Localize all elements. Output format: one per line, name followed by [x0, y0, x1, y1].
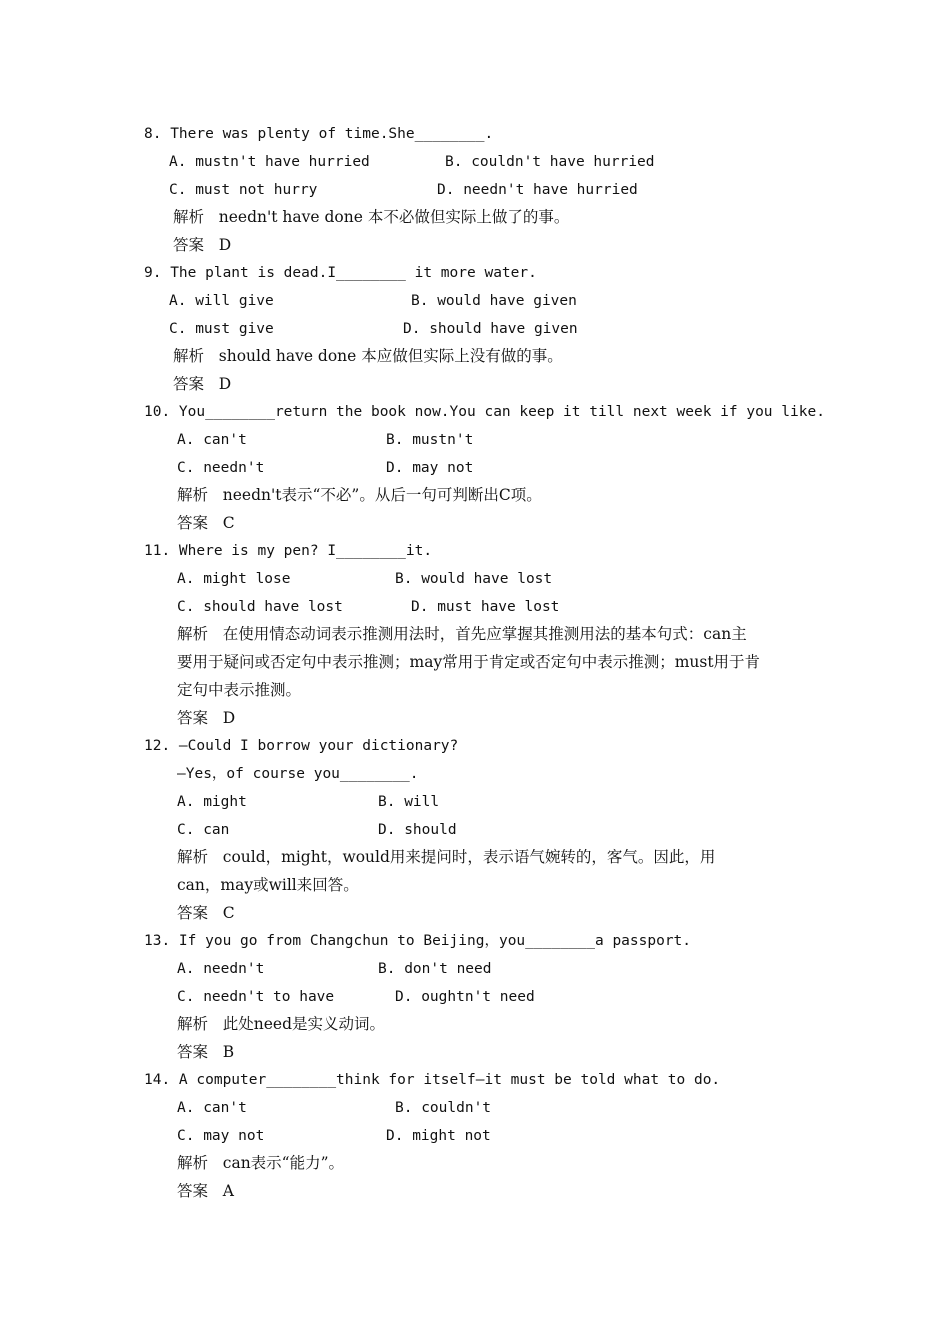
question-9-option-b: B. would have given	[411, 293, 577, 309]
question-14-stem: 14. A computer________think for itself—it must be told what to do.	[144, 1072, 721, 1088]
question-10-option-c: C. needn't	[177, 460, 265, 476]
question-11-option-b: B. would have lost	[395, 571, 553, 587]
question-11-answer: 答案 D	[177, 709, 236, 727]
question-13-answer: 答案 B	[177, 1043, 235, 1061]
question-9-analysis: 解析 should have done 本应做但实际上没有做的事。	[173, 347, 563, 365]
question-13-option-a: A. needn't	[177, 961, 265, 977]
question-12-option-b: B. will	[378, 794, 440, 810]
question-14-analysis: 解析 can表示“能力”。	[177, 1154, 345, 1172]
question-9-answer: 答案 D	[173, 375, 232, 393]
question-9-stem: 9. The plant is dead.I________ it more water.	[144, 265, 537, 281]
question-13-option-b: B. don't need	[378, 961, 492, 977]
question-11-option-c: C. should have lost	[177, 599, 343, 615]
question-11-analysis-line-2: 要用于疑问或否定句中表示推测；may常用于肯定或否定句中表示推测；must用于肯	[177, 653, 761, 671]
question-14-option-d: D. might not	[386, 1128, 491, 1144]
question-10-stem: 10. You________return the book now.You can keep it till next week if you like.	[144, 404, 825, 420]
question-14-option-a: A. can't	[177, 1100, 247, 1116]
question-11-option-a: A. might lose	[177, 571, 291, 587]
question-13-stem: 13. If you go from Changchun to Beijing，you________a passport.	[144, 933, 692, 949]
question-12-stem: 12. —Could I borrow your dictionary?	[144, 738, 459, 754]
question-12-stem-reply: —Yes，of course you________.	[177, 766, 419, 782]
question-10-answer: 答案 C	[177, 514, 235, 532]
question-10-option-a: A. can't	[177, 432, 247, 448]
question-9-option-c: C. must give	[169, 321, 274, 337]
question-9-option-d: D. should have given	[403, 321, 578, 337]
question-9-option-a: A. will give	[169, 293, 274, 309]
question-14-option-b: B. couldn't	[395, 1100, 492, 1116]
question-12-analysis-line-2: can，may或will来回答。	[177, 876, 359, 894]
question-8-option-c: C. must not hurry	[169, 182, 318, 198]
question-8-analysis: 解析 needn't have done 本不必做但实际上做了的事。	[173, 208, 570, 226]
question-13-analysis: 解析 此处need是实义动词。	[177, 1015, 386, 1033]
question-12-analysis-line-1: 解析 could，might，would用来提问时，表示语气婉转的，客气。因此，用	[177, 848, 716, 866]
question-8-option-b: B. couldn't have hurried	[445, 154, 655, 170]
question-13-option-c: C. needn't to have	[177, 989, 335, 1005]
question-11-analysis-line-1: 解析 在使用情态动词表示推测用法时，首先应掌握其推测用法的基本句式：can主	[177, 625, 747, 643]
question-14-answer: 答案 A	[177, 1182, 234, 1200]
question-12-option-d: D. should	[378, 822, 457, 838]
question-14-option-c: C. may not	[177, 1128, 265, 1144]
question-11-option-d: D. must have lost	[411, 599, 560, 615]
question-11-stem: 11. Where is my pen? I________it.	[144, 543, 433, 559]
question-8-option-a: A. mustn't have hurried	[169, 154, 370, 170]
question-8-stem: 8. There was plenty of time.She________.	[144, 126, 494, 142]
question-12-answer: 答案 C	[177, 904, 235, 922]
question-13-option-d: D. oughtn't need	[395, 989, 535, 1005]
question-11-analysis-line-3: 定句中表示推测。	[177, 681, 302, 699]
question-12-option-c: C. can	[177, 822, 230, 838]
question-10-option-b: B. mustn't	[386, 432, 474, 448]
question-10-analysis: 解析 needn't表示“不必”。从后一句可判断出C项。	[177, 486, 542, 504]
question-10-option-d: D. may not	[386, 460, 474, 476]
question-12-option-a: A. might	[177, 794, 247, 810]
question-8-option-d: D. needn't have hurried	[437, 182, 638, 198]
question-8-answer: 答案 D	[173, 236, 232, 254]
